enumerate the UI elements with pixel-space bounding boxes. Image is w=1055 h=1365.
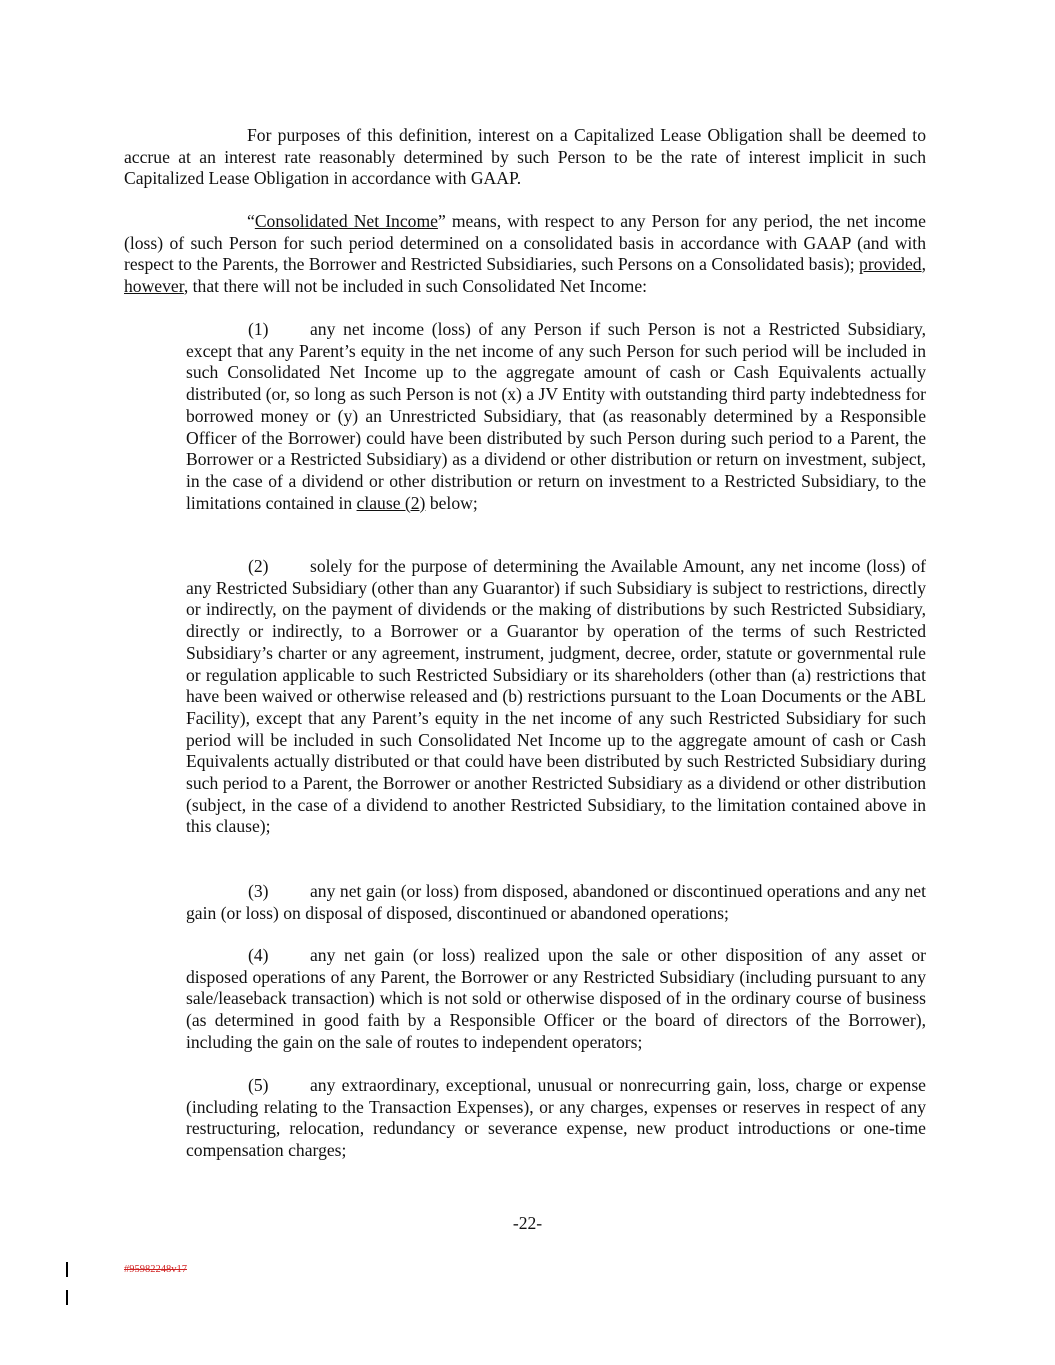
paragraph-interest-definition: For purposes of this definition, interest on a Capitalized Lease Obligation shall be deemed to accrue at an interest rate reasonably determined by such Person to be the rate of interest implicit in such Capitalized Lease Obligation in accordance with GAAP. (124, 125, 926, 189)
item-number: (1) (248, 319, 269, 339)
item-text: any net gain (or loss) from disposed, abandoned or discontinued operations and any net gain (or loss) on disposal of disposed, discontinued or abandoned operations; (186, 881, 926, 923)
page-number: -22- (512, 1213, 543, 1233)
item-number: (3) (248, 881, 269, 901)
change-bar (66, 1262, 68, 1277)
item-number: (4) (248, 945, 269, 965)
change-bar (66, 1290, 68, 1305)
item-text: any extraordinary, exceptional, unusual or nonrecurring gain, loss, charge or expense (including relating to the Transaction Expenses), or any charges, expenses or reserves in respect of any restructuring, relocation, redundancy or severance expense, new product introductions or one-time compensation charges; (186, 1075, 926, 1161)
provided-term: provided (859, 254, 922, 275)
item-text: solely for the purpose of determining the Available Amount, any net income (loss) of any Restricted Subsidiary (other than any Guarantor) if such Subsidiary is subject to restrictions, directly or indirectly, on the payment of dividends or the making of distributions by such Restricted Subsidiary, directly or indirectly, to a Borrower or a Guarantor by operation of the terms of such Restricted Subsidiary’s charter or any agreement, instrument, judgment, decree, order, statute or governmental rule or regulation applicable to such Restricted Subsidiary or its shareholders (other than (a) restrictions that have been waived or otherwise released and (b) restrictions pursuant to the Loan Documents or the ABL Facility), except that any Parent’s equity in the net income of any such Restricted Subsidiary for such period will be included in such Consolidated Net Income up to the aggregate amount of cash or Cash Equivalents actually distributed or that could have been distributed by such Restricted Subsidiary during such period to a Parent, the Borrower or another Restricted Subsidiary as a dividend or other distribution (subject, in the case of a dividend to another Restricted Subsidiary, to the limitation contained above in this clause); (186, 556, 926, 837)
list-item-4 (186, 945, 926, 1054)
item-text-tail: below; (425, 492, 478, 513)
list-item-1 (186, 319, 926, 514)
item-number: (5) (248, 1075, 269, 1095)
item-text: any net income (loss) of any Person if such Person is not a Restricted Subsidiary, except that any Parent’s equity in the net income of any such Person for such period will be included in such Consolidated Net Income up to the aggregate amount of cash or Cash Equivalents actually distributed (or, so long as such Person is not (x) a JV Entity with outstanding third party indebtedness for borrowed money or (y) an Unrestricted Subsidiary, that (as reasonably determined by a Responsible Officer of the Borrower) could have been distributed by such Person during such period to a Parent, the Borrower or a Restricted Subsidiary) as a dividend or other distribution or return on investment, subject, in the case of a dividend or other distribution or return on investment to a Restricted Subsidiary, to the limitations contained in (186, 319, 926, 513)
definition-text: ” means, with respect to any Person for any period, the net income (loss) of such Person for such period determined on a consolidated basis in accordance with GAAP (and with respect to the Parents, the Borrower and Restricted Subsidiaries, such Persons on a Consolidated basis); (124, 211, 926, 275)
defined-term: Consolidated Net Income (254, 211, 438, 231)
paragraph-consolidated-net-income (124, 211, 926, 298)
open-quote: “ (247, 211, 255, 231)
document-id: #95982248v17 (124, 1264, 187, 1275)
however-term: however (124, 276, 184, 297)
list-item-5 (186, 1075, 926, 1162)
item-text: any net gain (or loss) realized upon the sale or other disposition of any asset or disposed operations of any Parent, the Borrower or any Restricted Subsidiary (including pursuant to any sale/leaseback transaction) which is not sold or otherwise disposed of in the ordinary course of business (as determined in good faith by a Responsible Officer or the board of directors of the Borrower), including the gain on the sale of routes to independent operators; (186, 945, 926, 1052)
separator-text: , (921, 254, 926, 275)
list-item-2 (186, 556, 926, 838)
definition-text-end: , that there will not be included in such Consolidated Net Income: (183, 276, 648, 297)
list-item-3 (186, 881, 926, 924)
item-number: (2) (248, 556, 269, 576)
clause-2-reference: clause (2) (356, 492, 426, 513)
